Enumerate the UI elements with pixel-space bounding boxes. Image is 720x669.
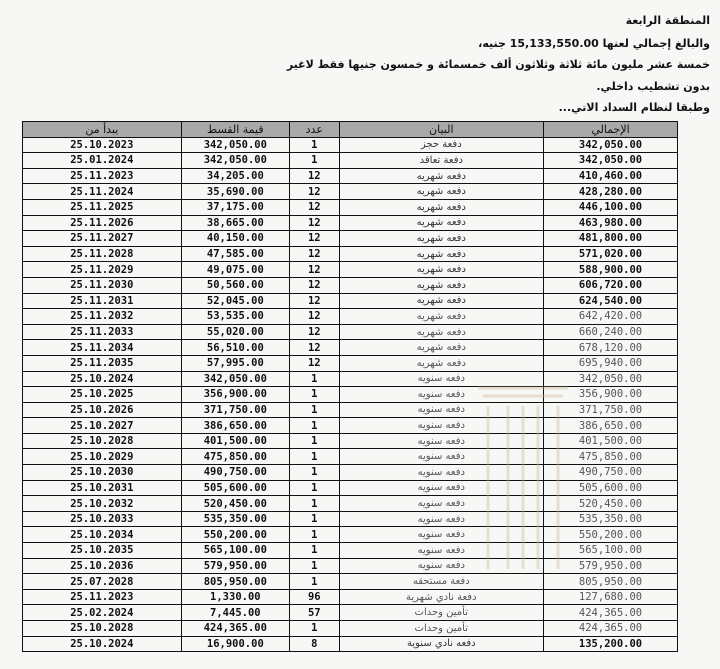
installment-cell: 342,050.00 (181, 153, 289, 169)
count-cell: 1 (290, 449, 340, 465)
installment-cell: 520,450.00 (181, 496, 289, 512)
total-cell: 342,050.00 (544, 153, 678, 169)
start-date-cell: 25.11.2023 (23, 168, 182, 184)
count-cell: 1 (290, 621, 340, 637)
count-cell: 1 (290, 574, 340, 590)
installment-cell: 56,510.00 (181, 340, 289, 356)
installment-cell: 49,075.00 (181, 262, 289, 278)
count-cell: 12 (290, 340, 340, 356)
table-row (23, 465, 678, 481)
description-cell: دفعه سنويه (339, 511, 544, 527)
start-date-cell: 25.10.2032 (23, 496, 182, 512)
description-cell: دفعة مستحقه (339, 574, 544, 590)
count-cell: 12 (290, 309, 340, 325)
total-cell: 342,050.00 (544, 137, 678, 153)
installment-cell: 805,950.00 (181, 574, 289, 590)
start-date-cell: 25.11.2030 (23, 277, 182, 293)
table-row (23, 605, 678, 621)
installment-cell: 53,535.00 (181, 309, 289, 325)
description-cell: تأمين وحدات (339, 621, 544, 637)
total-cell: 642,420.00 (544, 309, 678, 325)
start-date-cell: 25.11.2028 (23, 246, 182, 262)
start-date-cell: 25.10.2034 (23, 527, 182, 543)
installment-cell: 342,050.00 (181, 137, 289, 153)
start-date-cell: 25.11.2034 (23, 340, 182, 356)
start-date-cell: 25.11.2025 (23, 199, 182, 215)
table-row (23, 558, 678, 574)
start-date-cell: 25.11.2026 (23, 215, 182, 231)
start-date-cell: 25.10.2030 (23, 465, 182, 481)
total-cell: 463,980.00 (544, 215, 678, 231)
watermark-logo (478, 384, 568, 574)
count-cell: 1 (290, 496, 340, 512)
total-cell: 550,200.00 (544, 527, 678, 543)
table-row (23, 371, 678, 387)
table-row (23, 199, 678, 215)
table-row (23, 137, 678, 153)
count-cell: 1 (290, 511, 340, 527)
total-cell: 565,100.00 (544, 543, 678, 559)
start-date-cell: 25.11.2027 (23, 231, 182, 247)
installment-cell: 342,050.00 (181, 371, 289, 387)
table-row (23, 153, 678, 169)
total-cell: 424,365.00 (544, 621, 678, 637)
count-cell: 57 (290, 605, 340, 621)
table-row (23, 543, 678, 559)
description-cell: دفعه شهريه (339, 340, 544, 356)
count-cell: 1 (290, 418, 340, 434)
table-row (23, 309, 678, 325)
start-date-cell: 25.10.2024 (23, 636, 182, 652)
installment-cell: 565,100.00 (181, 543, 289, 559)
table-header-row (23, 122, 678, 138)
count-cell: 1 (290, 371, 340, 387)
installment-cell: 47,585.00 (181, 246, 289, 262)
total-cell: 475,850.00 (544, 449, 678, 465)
count-cell: 8 (290, 636, 340, 652)
description-cell: دفعه شهريه (339, 231, 544, 247)
start-date-cell: 25.11.2024 (23, 184, 182, 200)
count-cell: 12 (290, 262, 340, 278)
count-cell: 1 (290, 387, 340, 403)
start-date-cell: 25.11.2035 (23, 355, 182, 371)
count-cell: 12 (290, 199, 340, 215)
total-cell: 588,900.00 (544, 262, 678, 278)
total-cell: 446,100.00 (544, 199, 678, 215)
installment-cell: 424,365.00 (181, 621, 289, 637)
start-date-cell: 25.01.2024 (23, 153, 182, 169)
table-row (23, 262, 678, 278)
installment-cell: 34,205.00 (181, 168, 289, 184)
start-date-cell: 25.10.2033 (23, 511, 182, 527)
header-total: الإجمالي (544, 122, 678, 138)
count-cell: 1 (290, 137, 340, 153)
description-cell: دفعه سنويه (339, 496, 544, 512)
count-cell: 12 (290, 355, 340, 371)
installment-cell: 40,150.00 (181, 231, 289, 247)
description-cell: دفعه نادي سنوية (339, 636, 544, 652)
total-cell: 127,680.00 (544, 589, 678, 605)
table-row (23, 231, 678, 247)
header-line: خمسة عشر مليون مائة ثلاثة وثلاثون ألف خمسمائة و خمسون جنيها فقط لاغير (286, 58, 710, 71)
description-cell: دفعه سنويه (339, 387, 544, 403)
table-row (23, 636, 678, 652)
start-date-cell: 25.10.2024 (23, 371, 182, 387)
table-row (23, 355, 678, 371)
start-date-cell: 25.10.2031 (23, 480, 182, 496)
description-cell: دفعه شهريه (339, 309, 544, 325)
description-cell: دفعه سنويه (339, 449, 544, 465)
count-cell: 12 (290, 215, 340, 231)
description-cell: دفعه شهريه (339, 324, 544, 340)
table-row (23, 511, 678, 527)
header-line: وطبقا لنظام السداد الاتي... (558, 101, 710, 114)
table-row (23, 402, 678, 418)
installment-cell: 401,500.00 (181, 433, 289, 449)
description-cell: دفعه شهريه (339, 184, 544, 200)
installment-cell: 505,600.00 (181, 480, 289, 496)
start-date-cell: 25.11.2033 (23, 324, 182, 340)
description-cell: دفعه شهريه (339, 355, 544, 371)
installment-cell: 579,950.00 (181, 558, 289, 574)
installment-cell: 535,350.00 (181, 511, 289, 527)
table-row (23, 574, 678, 590)
table-row (23, 418, 678, 434)
count-cell: 1 (290, 558, 340, 574)
description-cell: دفعه سنويه (339, 371, 544, 387)
table-row (23, 589, 678, 605)
start-date-cell: 25.10.2023 (23, 137, 182, 153)
total-cell: 624,540.00 (544, 293, 678, 309)
header-description: البيان (339, 122, 544, 138)
header-line: بدون تشطيب داخلي. (596, 80, 710, 93)
description-cell: دفعه سنويه (339, 465, 544, 481)
installment-cell: 7,445.00 (181, 605, 289, 621)
start-date-cell: 25.11.2023 (23, 589, 182, 605)
payment-schedule-table (22, 121, 678, 652)
table-row (23, 293, 678, 309)
description-cell: دفعه شهريه (339, 262, 544, 278)
description-cell: دفعه شهريه (339, 277, 544, 293)
installment-cell: 16,900.00 (181, 636, 289, 652)
start-date-cell: 25.10.2035 (23, 543, 182, 559)
description-cell: دفعة نادي شهرية (339, 589, 544, 605)
count-cell: 12 (290, 277, 340, 293)
installment-cell: 490,750.00 (181, 465, 289, 481)
total-cell: 579,950.00 (544, 558, 678, 574)
description-cell: دفعه سنويه (339, 480, 544, 496)
installment-cell: 50,560.00 (181, 277, 289, 293)
installment-cell: 35,690.00 (181, 184, 289, 200)
total-cell: 356,900.00 (544, 387, 678, 403)
total-cell: 410,460.00 (544, 168, 678, 184)
total-cell: 660,240.00 (544, 324, 678, 340)
total-cell: 535,350.00 (544, 511, 678, 527)
start-date-cell: 25.11.2031 (23, 293, 182, 309)
start-date-cell: 25.10.2036 (23, 558, 182, 574)
total-cell: 401,500.00 (544, 433, 678, 449)
start-date-cell: 25.10.2029 (23, 449, 182, 465)
count-cell: 1 (290, 433, 340, 449)
header-line: والبالغ إجمالي لعنها 15,133,550.00 جنيه، (478, 37, 710, 50)
table-row (23, 480, 678, 496)
description-cell: دفعه شهريه (339, 246, 544, 262)
total-cell: 428,280.00 (544, 184, 678, 200)
total-cell: 571,020.00 (544, 246, 678, 262)
total-cell: 386,650.00 (544, 418, 678, 434)
total-cell: 520,450.00 (544, 496, 678, 512)
total-cell: 135,200.00 (544, 636, 678, 652)
start-date-cell: 25.10.2027 (23, 418, 182, 434)
installment-cell: 356,900.00 (181, 387, 289, 403)
count-cell: 12 (290, 293, 340, 309)
description-cell: دفعه سنويه (339, 543, 544, 559)
start-date-cell: 25.11.2029 (23, 262, 182, 278)
start-date-cell: 25.10.2028 (23, 621, 182, 637)
start-date-cell: 25.11.2032 (23, 309, 182, 325)
description-cell: دفعة حجز (339, 137, 544, 153)
header-installment: قيمة القسط (181, 122, 289, 138)
installment-cell: 475,850.00 (181, 449, 289, 465)
count-cell: 12 (290, 168, 340, 184)
total-cell: 490,750.00 (544, 465, 678, 481)
count-cell: 1 (290, 402, 340, 418)
description-cell: دفعه شهريه (339, 168, 544, 184)
table-row (23, 324, 678, 340)
description-cell: دفعه شهريه (339, 293, 544, 309)
count-cell: 12 (290, 184, 340, 200)
description-cell: دفعه سنويه (339, 418, 544, 434)
total-cell: 606,720.00 (544, 277, 678, 293)
count-cell: 96 (290, 589, 340, 605)
total-cell: 481,800.00 (544, 231, 678, 247)
description-cell: دفعه شهريه (339, 199, 544, 215)
table-row (23, 215, 678, 231)
description-cell: دفعه سنويه (339, 433, 544, 449)
description-cell: دفعه سنويه (339, 402, 544, 418)
description-cell: دفعة تعاقد (339, 153, 544, 169)
total-cell: 505,600.00 (544, 480, 678, 496)
count-cell: 12 (290, 231, 340, 247)
description-cell: دفعه سنويه (339, 527, 544, 543)
installment-cell: 550,200.00 (181, 527, 289, 543)
header-line: المنطقة الرابعة (625, 14, 710, 27)
total-cell: 805,950.00 (544, 574, 678, 590)
installment-cell: 386,650.00 (181, 418, 289, 434)
table-row (23, 168, 678, 184)
table-row (23, 621, 678, 637)
start-date-cell: 25.02.2024 (23, 605, 182, 621)
count-cell: 1 (290, 543, 340, 559)
installment-cell: 57,995.00 (181, 355, 289, 371)
table-row (23, 496, 678, 512)
description-cell: تأمين وحدات (339, 605, 544, 621)
description-cell: دفعه سنويه (339, 558, 544, 574)
total-cell: 424,365.00 (544, 605, 678, 621)
header-count: عدد (290, 122, 340, 138)
installment-cell: 52,045.00 (181, 293, 289, 309)
table-row (23, 449, 678, 465)
total-cell: 342,050.00 (544, 371, 678, 387)
table-row (23, 340, 678, 356)
installment-cell: 1,330.00 (181, 589, 289, 605)
total-cell: 678,120.00 (544, 340, 678, 356)
count-cell: 12 (290, 246, 340, 262)
header-start-date: يبدأ من (23, 122, 182, 138)
installment-cell: 55,020.00 (181, 324, 289, 340)
table-row (23, 246, 678, 262)
start-date-cell: 25.10.2025 (23, 387, 182, 403)
count-cell: 1 (290, 153, 340, 169)
description-cell: دفعه شهريه (339, 215, 544, 231)
start-date-cell: 25.10.2026 (23, 402, 182, 418)
installment-cell: 38,665.00 (181, 215, 289, 231)
table-row (23, 184, 678, 200)
table-row (23, 527, 678, 543)
total-cell: 695,940.00 (544, 355, 678, 371)
start-date-cell: 25.07.2028 (23, 574, 182, 590)
total-cell: 371,750.00 (544, 402, 678, 418)
table-row (23, 387, 678, 403)
start-date-cell: 25.10.2028 (23, 433, 182, 449)
count-cell: 1 (290, 465, 340, 481)
count-cell: 1 (290, 480, 340, 496)
installment-cell: 37,175.00 (181, 199, 289, 215)
count-cell: 1 (290, 527, 340, 543)
table-row (23, 277, 678, 293)
installment-cell: 371,750.00 (181, 402, 289, 418)
table-row (23, 433, 678, 449)
count-cell: 12 (290, 324, 340, 340)
